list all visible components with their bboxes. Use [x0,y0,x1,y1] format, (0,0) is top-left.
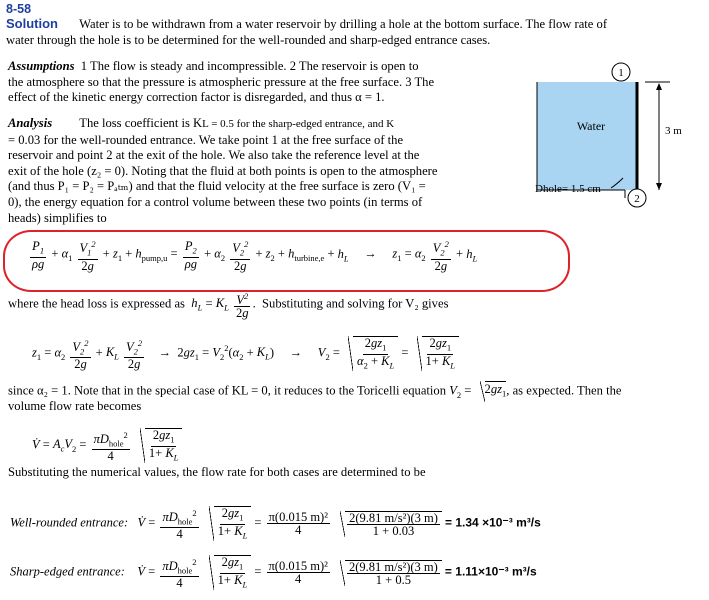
well-rounded-label: Well-rounded entrance: [10,515,129,530]
sharp-edged-diameter: π(0.015 m)² [268,559,328,573]
analysis-label: Analysis [8,116,53,130]
head-loss-tail: Substituting and solving for V₂ gives [262,296,449,311]
solution-text-2: water through the hole is to be determined for the well-rounded and sharp-edged entrance cases. [6,32,491,47]
volume-flow-text: volume flow rate becomes [8,399,142,413]
vdot-equation: V̇ = $A_cV_2$ = $\frac{\pi D_{hole}^2}{4}$ $\frac{2gz_1}{1+ K_L}$ [32,428,182,463]
sharp-edged-label: Sharp-edged entrance: [10,564,125,579]
sharp-edged-denominator: 1 + 0.5 [375,572,411,587]
solve-v2-equation: $z_1 = \alpha_2$ $\frac{V_2^2}{2g}$ + $K_L$ $\frac{V_2^2}{2g}$ → $2gz_1 = V_2^2(\alpha_2 + K_L)$ → $V_2$ = $\frac{2gz_1}{\alpha_2 + K_L}$ = $\frac{2gz_1}{1+ K_L}$ [32,336,459,371]
height-label: 3 m [665,125,682,137]
toricelli-line: since α₂ = 1. Note that in the special case of KL = 0, it reduces to the Toricelli equation $V_2 = 2gz_1$, as expected. Then the [8,381,621,404]
toricelli-mid: L = 0, it reduces to the Toricelli equation [240,383,447,398]
analysis-line-1: The loss coefficient is K [79,116,203,130]
well-rounded-denominator: 1 + 0.03 [372,523,415,538]
analysis-line-3: reservoir and point 2 at the exit of the hole. We also take the reference level at the [8,148,420,163]
assumptions-label: Assumptions [8,59,75,73]
arrow-down-icon [656,183,662,190]
solution-label: Solution [6,16,58,31]
substituting-text: Substituting the numerical values, the flow rate for both cases are determined to be [8,465,426,479]
solution-paragraph [6,16,706,48]
well-rounded-equation: Well-rounded entrance: V̇ = $\frac{\pi D_{hole}^2}{4}$ $\frac{2gz_1}{1+ K_L}$ = $\frac{\text{π(0.015 m)²}}{4}$ $\frac{\text{2(9.81 m/s²)(3 m)}}{1 + 0.03}$ = 1.34 ×10⁻³ m³/s [10,506,541,542]
analysis-line-1-tail: L = 0.5 for the sharp-edged entrance, and K [202,118,395,130]
problem-number: 8-58 [6,2,32,16]
well-rounded-diameter: π(0.015 m)² [268,510,328,524]
head-loss-line: where the head loss is expressed as $h_L = K_L$ $\frac{V^2}{2g}$ . Substituting and solving for V₂ gives [8,291,449,321]
reservoir-diagram [505,50,705,210]
analysis-paragraph [8,116,498,226]
water-label: Water [576,119,606,133]
well-rounded-numerator: 2(9.81 m/s²)(3 m) [349,510,438,525]
arrow-up-icon [656,83,662,90]
solution-text-1: Water is to be withdrawn from a water reservoir by drilling a hole at the bottom surface. The flow rate of [79,17,608,31]
well-rounded-result: = 1.34 ×10⁻³ m³/s [445,515,541,530]
toricelli-text: since α₂ = 1. Note that in the special case of K [8,383,241,398]
analysis-line-7: heads) simplifies to [8,210,107,225]
analysis-line-6: 0), the energy equation for a control volume between these two points (in terms of [8,194,423,209]
assumptions-paragraph [8,59,498,106]
dhole-label: Dhole= 1.5 cm [535,183,601,195]
point-2-label: 2 [634,193,640,205]
toricelli-tail: , as expected. Then the [506,383,622,398]
analysis-line-5: (and thus P₁ = P₂ = Pₐₜₘ) and that the fluid velocity at the free surface is zero (V₁ = [8,179,426,194]
point-1-label: 1 [618,67,624,79]
assumptions-line-1: 1 The flow is steady and incompressible. 2 The reservoir is open to [80,59,419,73]
sharp-edged-result: = 1.11×10⁻³ m³/s [444,564,537,579]
water-body [537,82,637,190]
analysis-line-4: exit of the hole (z₂ = 0). Noting that the fluid at both points is open to the atmosphere [8,163,438,178]
sharp-edged-numerator: 2(9.81 m/s²)(3 m) [348,559,438,574]
energy-equation: $\frac{P_1}{\rho g}$ + $\alpha_1$ $\frac{V_1^2}{2g}$ + $z_1 + h_{pump,u}$ = $\frac{P_2}{\rho g}$ + $\alpha_2$ $\frac{V_2^2}{2g}$ + $z_2 + h_{turbine,e} + h_L$ → $z_1 = \alpha_2$ $\frac{V_2^2}{2g}$ + $h_L$ [32,239,478,273]
head-loss-text: where the head loss is expressed as [8,296,185,311]
assumptions-line-3: effect of the kinetic energy correction factor is disregarded, and thus α = 1. [8,90,385,105]
assumptions-line-2: the atmosphere so that the pressure is atmospheric pressure at the free surface. 3 The [8,74,435,89]
analysis-line-2: = 0.03 for the well-rounded entrance. We take point 1 at the free surface of the [8,132,404,147]
sharp-edged-equation: Sharp-edged entrance: V̇ = $\frac{\pi D_{hole}^2}{4}$ $\frac{2gz_1}{1+ K_L}$ = $\frac{\text{π(0.015 m)²}}{4}$ $\frac{\text{2(9.81 m/s²)(3 m)}}{1 + 0.5}$ = 1.11×10⁻³ m³/s [10,555,537,591]
